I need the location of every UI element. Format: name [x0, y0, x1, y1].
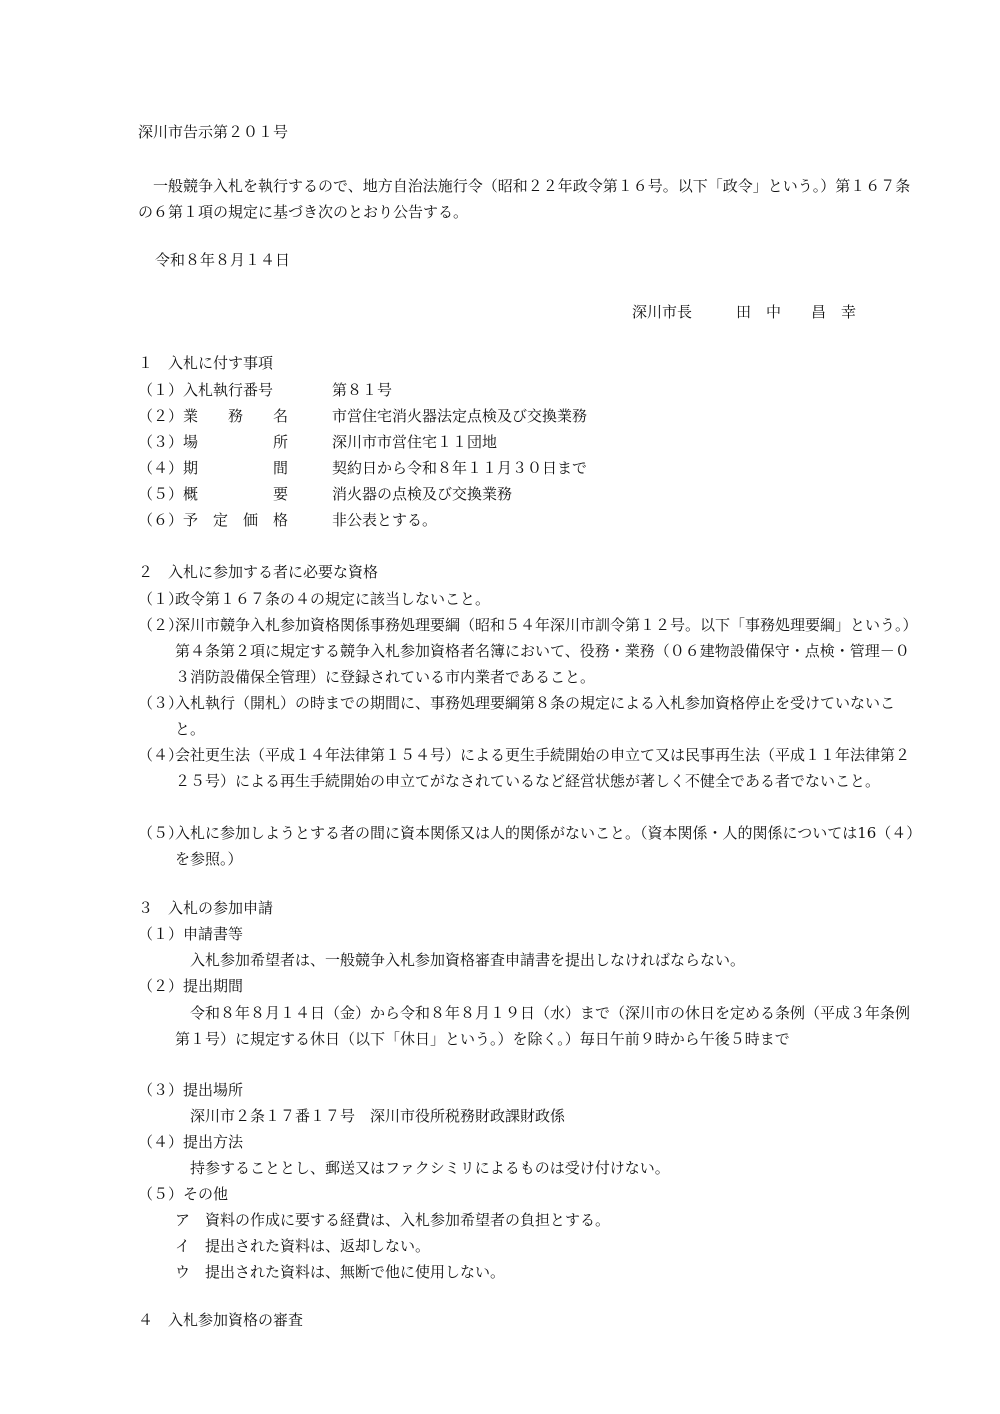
item-number: （２） — [138, 616, 184, 634]
item-label: 予 定 価 格 — [183, 511, 289, 529]
sub-list-item — [175, 1262, 505, 1282]
item-number: （５） — [138, 824, 184, 842]
subsection-title — [138, 1132, 243, 1152]
list-item — [138, 690, 922, 742]
list-item — [138, 406, 329, 426]
subsection-title — [138, 976, 243, 996]
subsection-title — [138, 1184, 228, 1204]
item-number: （１） — [138, 925, 184, 943]
item-number: （５） — [138, 485, 184, 503]
signer-title: 深川市長 — [632, 303, 693, 321]
signer-name: 田 中 昌 幸 — [736, 303, 857, 321]
item-text: 政令第１６７条の４の規定に該当しないこと。 — [175, 590, 491, 608]
sub-list-item — [175, 1236, 430, 1256]
item-title: 提出期間 — [183, 977, 244, 995]
subsection-body: 深川市２条１７番１７号 深川市役所税務財政課財政係 — [190, 1107, 566, 1125]
item-title: その他 — [183, 1185, 229, 1203]
list-item — [138, 742, 922, 794]
section3-heading: ３ 入札の参加申請 — [138, 899, 274, 917]
item-label: 期 間 — [183, 459, 289, 477]
item-number: （４） — [138, 459, 184, 477]
item-number: （２） — [138, 977, 184, 995]
item-value: 契約日から令和８年１１月３０日まで — [332, 459, 588, 477]
subsection-body: 令和８年８月１４日（金）から令和８年８月１９日（水）まで（深川市の休日を定める条例（平成３年条例第１号）に規定する休日（以下「休日」という。）を除く。）毎日午前９時から午後５時まで — [175, 1004, 911, 1048]
notice-date: 令和８年８月１４日 — [155, 251, 291, 269]
item-text: 入札執行（開札）の時までの期間に、事務処理要綱第８条の規定による入札参加資格停止を受けていないこと。 — [175, 694, 896, 738]
sub-text: 資料の作成に要する経費は、入札参加希望者の負担とする。 — [205, 1211, 611, 1229]
list-item — [138, 510, 329, 530]
item-text: 会社更生法（平成１４年法律第１５４号）による更生手続開始の申立て又は民事再生法（平成１１年法律第２２５号）による再生手続開始の申立てがなされているなど経営状態が著しく不健全である者でないこと。 — [175, 746, 911, 790]
list-item — [138, 586, 922, 612]
item-number: （６） — [138, 511, 184, 529]
subsection-body: 入札参加希望者は、一般競争入札参加資格審査申請書を提出しなければならない。 — [190, 951, 746, 969]
item-text: 深川市競争入札参加資格関係事務処理要綱（昭和５４年深川市訓令第１２号。以下「事務処理要綱」という。）第４条第２項に規定する競争入札参加資格者名簿において、役務・業務（０６建物設備保守・点検・管理－０３消防設備保全管理）に登録されている市内業者であること。 — [175, 616, 918, 686]
item-value: 第８１号 — [332, 381, 393, 399]
list-item — [138, 820, 922, 872]
item-label: 場 所 — [183, 433, 289, 451]
notice-number: 深川市告示第２０１号 — [138, 123, 289, 141]
sub-list-item — [175, 1210, 610, 1230]
subsection-title — [138, 1080, 243, 1100]
item-number: （５） — [138, 1185, 184, 1203]
item-number: （１） — [138, 590, 184, 608]
item-label: 概 要 — [183, 485, 289, 503]
sub-mark: ウ — [175, 1263, 191, 1281]
item-number: （４） — [138, 746, 184, 764]
section2-heading: ２ 入札に参加する者に必要な資格 — [138, 563, 379, 581]
item-text: 入札に参加しようとする者の間に資本関係又は人的関係がないこと。（資本関係・人的関係については16（４）を参照。） — [175, 824, 922, 868]
sub-text: 提出された資料は、返却しない。 — [205, 1237, 431, 1255]
item-value: 非公表とする。 — [332, 511, 438, 529]
item-number: （２） — [138, 407, 184, 425]
list-item — [138, 484, 329, 504]
subsection-title — [138, 924, 243, 944]
intro-paragraph: 一般競争入札を執行するので、地方自治法施行令（昭和２２年政令第１６号。以下「政令」という。）第１６７条の６第１項の規定に基づき次のとおり公告する。 — [138, 177, 911, 221]
item-title: 提出方法 — [183, 1133, 244, 1151]
section4-heading: ４ 入札参加資格の審査 — [138, 1311, 304, 1329]
item-value: 市営住宅消火器法定点検及び交換業務 — [332, 407, 588, 425]
item-title: 提出場所 — [183, 1081, 244, 1099]
item-value: 消火器の点検及び交換業務 — [332, 485, 513, 503]
item-title: 申請書等 — [183, 925, 244, 943]
item-label: 入札執行番号 — [183, 381, 274, 399]
section1-heading: １ 入札に付す事項 — [138, 354, 274, 372]
item-number: （３） — [138, 1081, 184, 1099]
list-item — [138, 432, 329, 452]
item-number: （４） — [138, 1133, 184, 1151]
sub-mark: ア — [175, 1211, 191, 1229]
sub-text: 提出された資料は、無断で他に使用しない。 — [205, 1263, 506, 1281]
subsection-body: 持参することとし、郵送又はファクシミリによるものは受け付けない。 — [190, 1159, 670, 1177]
item-value: 深川市市営住宅１１団地 — [332, 433, 498, 451]
item-number: （３） — [138, 433, 184, 451]
list-item — [138, 380, 329, 400]
item-number: （１） — [138, 381, 184, 399]
sub-mark: イ — [175, 1237, 191, 1255]
list-item — [138, 612, 922, 690]
item-label: 業 務 名 — [183, 407, 289, 425]
list-item — [138, 458, 329, 478]
item-number: （３） — [138, 694, 184, 712]
